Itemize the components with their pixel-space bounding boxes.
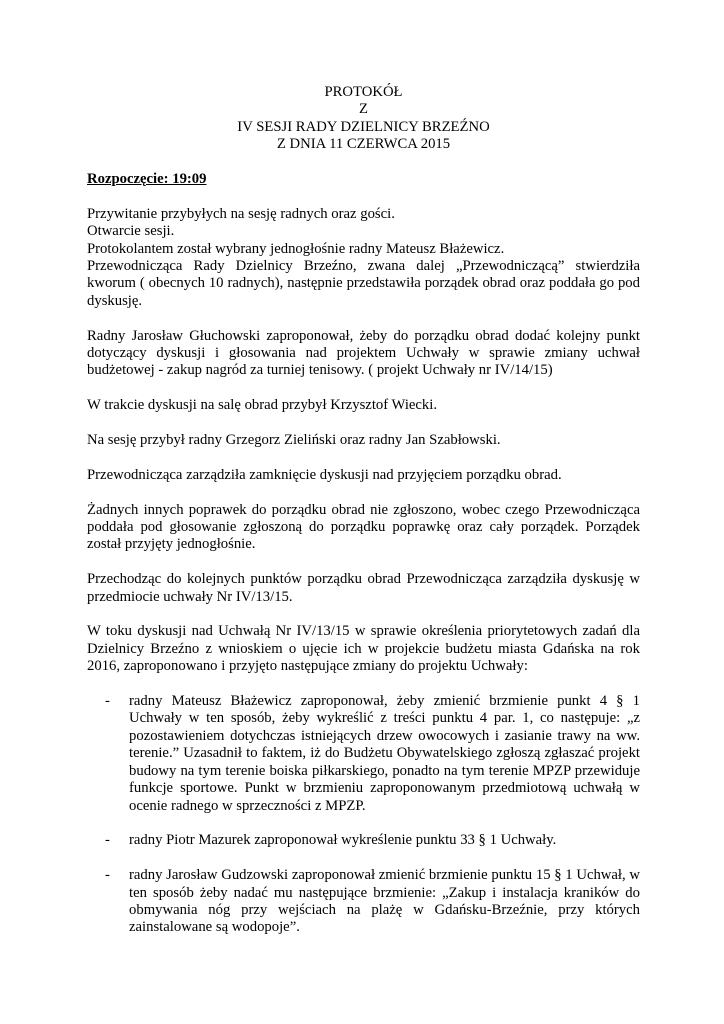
header-session: IV SESJI RADY DZIELNICY BRZEŹNO [237,118,490,135]
intro-recorder: Protokolantem został wybrany jednogłośnie radny Mateusz Błażewicz. [87,240,505,257]
paragraph-arrival-wiecki: W trakcie dyskusji na salę obrad przybył Krzysztof Wiecki. [87,397,438,414]
paragraph-resolution-discussion: Przechodząc do kolejnych punktów porządku obrad Przewodnicząca zarządziła dyskusję w przedmiocie uchwały Nr IV/13/15. [87,571,640,605]
amendments-list [87,693,640,937]
list-item [87,832,640,849]
document-header [87,84,640,154]
paragraph-agenda-vote: Żadnych innych poprawek do porządku obrad nie zgłoszono, wobec czego Przewodnicząca poddała pod głosowanie zgłoszoną do porządku poprawkę oraz cały porządek. Porządek został przyjęty jednogłośnie. [87,501,640,553]
header-line-z: Z [359,101,368,118]
paragraph-arrival-councillors: Na sesję przybył radny Grzegorz Zieliński oraz radny Jan Szabłowski. [87,432,501,449]
intro-opening: Otwarcie sesji. [87,223,175,240]
document-page [87,84,640,937]
paragraph-agenda-proposal: Radny Jarosław Głuchowski zaproponował, żeby do porządku obrad dodać kolejny punkt dotyczący dyskusji i głosowania nad projektem Uchwały w sprawie zmiany uchwał budżetowej - zakup nagród za turniej tenisowy. ( projekt Uchwały nr IV/14/15) [87,327,640,379]
amendment-text: radny Jarosław Gudzowski zaproponował zmienić brzmienie punktu 15 § 1 Uchwał, w ten sposób żeby nadać mu następujące brzmienie: „Zakup i instalacja kraników do obmywania nóg przy wejściach na plażę w Gdańsku-Brzeźnie, przy których zainstalowane są wodopoje”. [129,867,640,936]
header-title: PROTOKÓŁ [324,84,403,100]
paragraph-close-discussion: Przewodnicząca zarządziła zamknięcie dyskusji nad przyjęciem porządku obrad. [87,466,562,483]
bullet-dash: - [105,867,110,884]
amendment-text: radny Mateusz Błażewicz zaproponował, żeby zmienić brzmienie punkt 4 § 1 Uchwały w ten sposób, żeby wykreślić z treści punktu 4 par. 1, co następuje: „z pozostawieniem dotychczas istniejących drzew owocowych i zasianie trawy na ww. terenie.” Uzasadnił to faktem, iż do Budżetu Obywatelskiego zgłoszą zgłaszać projekt budowy na tym terenie boiska piłkarskiego, ponadto na tym terenie MPZP przewiduje funkcje sportowe. Punkt w brzmieniu zaproponowanym przedmiotową uchwałą w ocenie radnego w sprzeczności z MPZP. [129,693,640,814]
amendment-text: radny Piotr Mazurek zaproponował wykreślenie punktu 33 § 1 Uchwały. [129,832,557,849]
start-time-heading: Rozpoczęcie: 19:09 [87,171,207,188]
header-date: Z DNIA 11 CZERWCA 2015 [276,136,451,153]
intro-quorum: Przewodnicząca Rady Dzielnicy Brzeźno, zwana dalej „Przewodniczącą” stwierdziła kworum ( obecnych 10 radnych), następnie przedstawiła porządek obrad oraz poddała go pod dyskusję. [87,258,640,309]
list-item [87,867,640,937]
bullet-dash: - [105,693,110,710]
list-item [87,693,640,815]
bullet-dash: - [105,832,110,849]
paragraph-changes-intro: W toku dyskusji nad Uchwałą Nr IV/13/15 w sprawie określenia priorytetowych zadań dla Dzielnicy Brzeźno z wnioskiem o ujęcie ich w projekcie budżetu miasta Gdańska na rok 2016, zaproponowano i przyjęto następujące zmiany do projektu Uchwały: [87,623,640,675]
intro-welcome: Przywitanie przybyłych na sesję radnych oraz gości. [87,205,395,222]
